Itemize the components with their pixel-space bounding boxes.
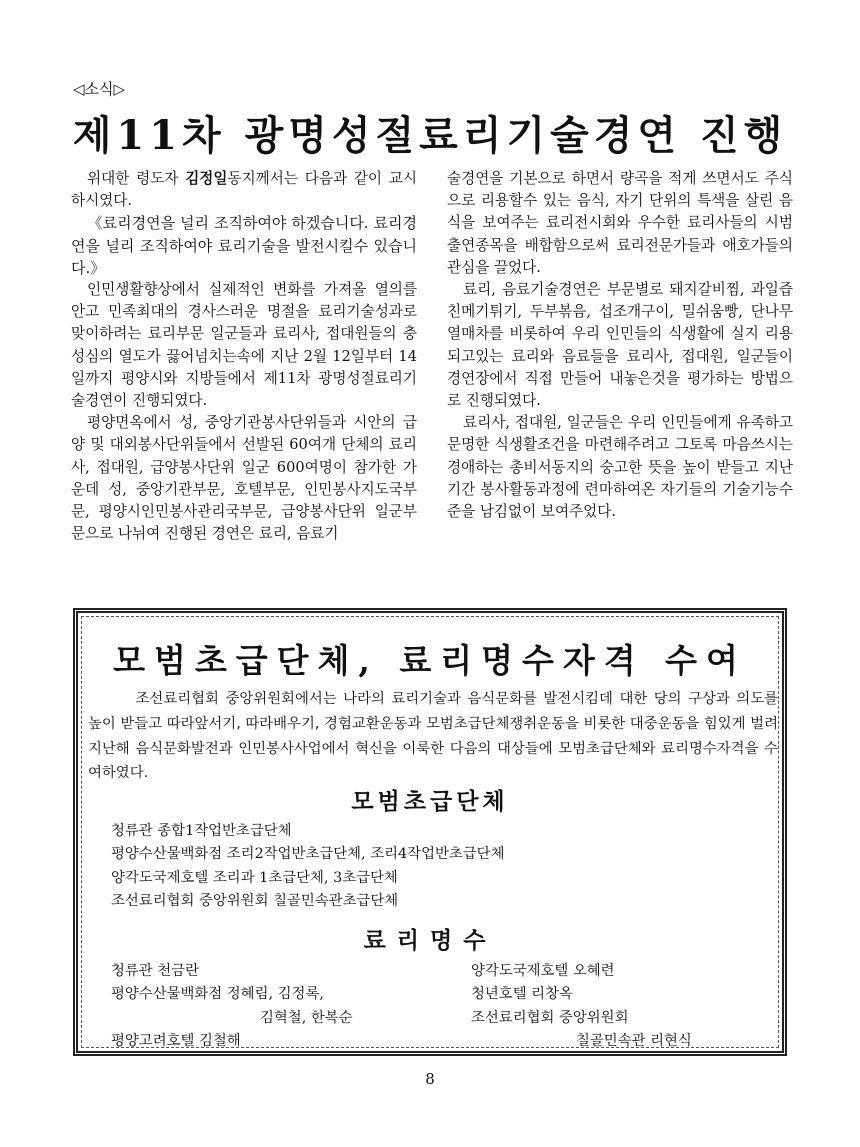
master-chef-list-left bbox=[111, 960, 441, 1054]
list-item: 평양고려호텔 김철해 bbox=[111, 1033, 241, 1050]
news-tag: ◁소식▷ bbox=[73, 80, 126, 98]
article-paragraph: 료리사, 접대원, 일군들은 우리 인민들에게 유족하고 문명한 식생활조건을 마련해주려고 그토록 마음쓰시는 경애하는 총비서동지의 숭고한 뜻을 높이 받들고 지난 기간 봉사활동과정에 련마하여온 자기들의 기술기능수준을 남김없이 보여주었다. bbox=[447, 414, 793, 521]
master-chef-heading: 료리명수 bbox=[363, 927, 497, 954]
article-paragraph bbox=[71, 168, 417, 212]
article-body bbox=[71, 168, 793, 545]
article-paragraph: 료리, 음료기술경연은 부문별로 돼지갈비찜, 과일즙친메기튀기, 두부볶음, 섭조개구이, 밀쉬움빵, 단나무열매차를 비롯하여 우리 인민들의 식생활에 실지 리용되고있는 료리와 음료들을 료리사, 접대원, 일군들이 경연장에서 직접 만들어 내놓은것을 평가하는 방법으로 진행되였다. bbox=[447, 281, 793, 410]
award-box-title: 모범초급단체, 료리명수자격 수여 bbox=[113, 641, 747, 680]
list-item: 청년호텔 리창옥 bbox=[471, 986, 573, 1003]
article-title: 제11차 광명성절료리기술경연 진행 bbox=[72, 112, 788, 159]
list-item: 청류관 천금란 bbox=[111, 963, 199, 979]
list-item: 청류관 종합1작업반초급단체 bbox=[111, 823, 292, 839]
quotation: 《료리경연을 널리 조직하여야 하겠습니다. 료리경연을 널리 조직하여야 료리기술을 발전시킬수 있습니다.》 bbox=[71, 214, 417, 277]
article-paragraph: 평양면옥에서 성, 중앙기관봉사단위들과 시안의 급양 및 대외봉사단위들에서 선발된 60여개 단체의 료리사, 접대원, 급양봉사단위 일군 600여명이 참가한 가운데 성, 중앙기관부문, 호텔부문, 인민봉사지도국부문, 평양시인민봉사관리국부문, 급양봉사단위 일군부문으로 나뉘여 진행된 경연은 료리, 음료기 bbox=[71, 414, 417, 543]
list-item: 양각도국제호텔 조리과 1초급단체, 3초급단체 bbox=[111, 869, 398, 886]
award-box-intro: 조선료리협회 중앙위원회에서는 나라의 료리기술과 음식문화를 발전시킴데 대한 당의 구상과 의도를 높이 받들고 따라앞서기, 따라배우기, 경험교환운동과 모범초급단체쟁취운동을 비롯한 대중운동을 힘있게 벌려 지난해 음식문화발전과 인민봉사사업에서 혁신을 이룩한 다음의 대상들에 모범초급단체와 료리명수자격을 수여하였다. bbox=[88, 691, 778, 782]
list-item: 김혁철, 한복순 bbox=[260, 1009, 353, 1026]
list-item: 평양수산물백화점 정혜림, 김정록, bbox=[111, 986, 324, 1003]
list-item: 칠골민속관 리현식 bbox=[576, 1033, 692, 1050]
master-chef-list-right bbox=[471, 960, 761, 1054]
model-unit-list bbox=[111, 820, 504, 914]
model-unit-heading: 모범초급단체 bbox=[351, 788, 509, 815]
article-left-column bbox=[71, 168, 417, 545]
article-right-column bbox=[447, 168, 793, 545]
article-paragraph: 술경연을 기본으로 하면서 량곡을 적게 쓰면서도 주식으로 리용할수 있는 음식, 자기 단위의 특색을 살린 음식을 보여주는 료리전시회와 우수한 료리사들의 시범출연종목을 배합함으로써 료리전문가들과 애호가들의 관심을 끌었다. bbox=[447, 170, 793, 276]
list-item: 조선료리협회 중앙위원회 bbox=[471, 1009, 629, 1026]
list-item: 조선료리협회 중앙위원회 칠골민속관초급단체 bbox=[111, 893, 399, 910]
list-item: 평양수산물백화점 조리2작업반초급단체, 조리4작업반초급단체 bbox=[111, 846, 505, 863]
paragraph-text: 위대한 령도자 bbox=[87, 170, 186, 187]
leader-name: 김정일 bbox=[185, 170, 228, 187]
page-number: 8 bbox=[425, 1070, 435, 1088]
award-box bbox=[73, 608, 787, 1056]
paragraph-text: 동지께서는 다음과 같이 교시하시였다. bbox=[71, 170, 417, 210]
list-item: 양각도국제호텔 오혜련 bbox=[471, 963, 615, 979]
article-paragraph: 인민생활향상에서 실제적인 변화를 가져올 열의를 안고 민족최대의 경사스러운 명절을 료리기술성과로 맞이하려는 료리부문 일군들과 료리사, 접대원들의 충성심의 열도가 끓어넘치는속에 지난 2월 12일부터 14일까지 평양시와 지방들에서 제11차 광명성절료리기술경연이 진행되였다. bbox=[71, 281, 417, 410]
